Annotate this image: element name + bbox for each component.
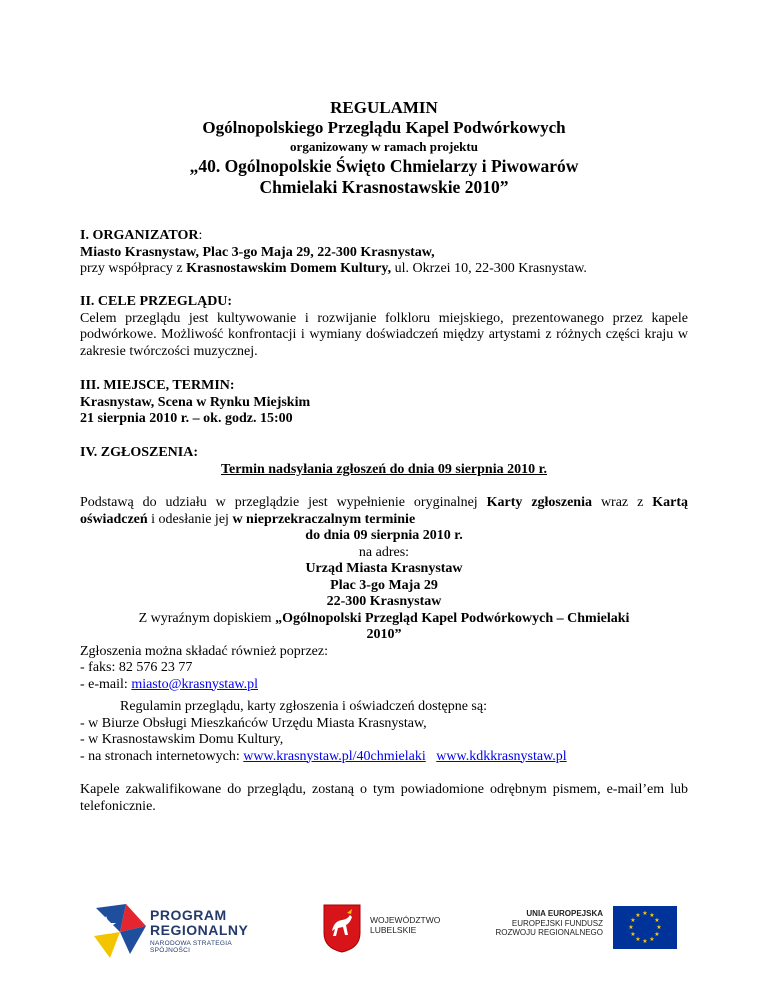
p1-c: wraz z [592,495,653,510]
applications-until: do dnia 09 sierpnia 2010 r. [305,528,463,543]
section-availability [80,699,688,765]
program-regionalny-emblem-icon [90,902,148,960]
pr-line3: NARODOWA STRATEGIA SPÓJNOŚCI [150,940,232,954]
closing-text: Kapele zakwalifikowane do przeglądu, zostaną o tym powiadomione odrębnym pismem, e-mail’em lub telefonicznie. [80,782,688,814]
applications-fax: - faks: 82 576 23 77 [80,660,193,675]
svg-text:★: ★ [654,917,660,924]
svg-text:★: ★ [656,924,662,931]
document-title: REGULAMIN [330,98,438,117]
note-bold: „Ogólnopolski Przegląd Kapel Podwórkowych – Chmielaki 2010” [275,610,630,642]
p1-a: Podstawą do udziału w przeglądzie jest wypełnienie oryginalnej [80,495,487,510]
availability-item1: - w Biurze Obsługi Mieszkańców Urzędu Miasta Krasnystaw, [80,715,427,731]
organized-note: organizowany w ramach projektu [290,139,478,154]
organizer-line2 [80,261,688,278]
organizer-line2-prefix: przy współpracy z [80,261,187,276]
woj-line1: WOJEWÓDZTWO [370,915,441,925]
availability-item3 [80,749,688,766]
ue-line2: EUROPEJSKI FUNDUSZ [511,918,603,928]
svg-text:★: ★ [649,912,655,919]
section-place [80,378,688,428]
event-title-line2: Chmielaki Krasnostawskie 2010” [259,177,509,197]
svg-text:★: ★ [654,931,660,938]
website-link-kdk[interactable]: www.kdkkrasnystaw.pl [436,748,567,764]
organizer-partner: Krasnostawskim Domem Kultury, [186,261,392,276]
email-prefix: - e-mail: [80,676,132,692]
organizer-heading: I. ORGANIZATOR [80,228,199,243]
svg-text:★: ★ [635,912,641,919]
organizer-line1: Miasto Krasnystaw, Plac 3-go Maja 29, 22-300 Krasnystaw, [80,244,435,260]
applications-also: Zgłoszenia można składać również poprzez: [80,643,329,659]
wojewodztwo-text [370,915,440,935]
svg-text:★: ★ [649,936,655,943]
place-heading: III. MIEJSCE, TERMIN: [80,378,235,393]
place-line1: Krasnystaw, Scena w Rynku Miejskim [80,394,311,410]
document-header [80,98,688,198]
note-prefix: Z wyraźnym dopiskiem [138,610,276,626]
section-organizer [80,228,688,278]
eu-flag-icon [613,906,677,949]
goals-heading: II. CELE PRZEGLĄDU: [80,294,233,309]
document-subtitle: Ogólnopolskiego Przeglądu Kapel Podwórkowych [202,118,566,137]
footer-logos [0,895,768,965]
applications-paragraph [80,495,688,528]
email-link[interactable]: miasto@krasnystaw.pl [131,676,259,692]
p1-declaration: Kartą oświadczeń [80,495,688,527]
program-regionalny-logo [90,900,270,960]
address-line3: 22-300 Krasnystaw [326,594,442,609]
applications-body [80,495,688,693]
website-link-chmielaki[interactable]: www.krasnystaw.pl/40chmielaki [243,748,426,764]
ue-line1: UNIA EUROPEJSKA [526,909,603,918]
address-intro: na adres: [358,544,410,560]
p1-card: Karty zgłoszenia [486,495,592,510]
wojewodztwo-logo [322,903,441,958]
applications-note [80,611,688,644]
organizer-colon: : [198,228,203,243]
svg-text:★: ★ [630,917,636,924]
place-line2: 21 sierpnia 2010 r. – ok. godz. 15:00 [80,411,293,426]
section-applications [80,445,688,478]
svg-text:★: ★ [635,936,641,943]
program-regionalny-text [150,908,270,954]
woj-line2: LUBELSKIE [370,925,417,935]
address-line2: Plac 3-go Maja 29 [330,577,438,593]
svg-text:★: ★ [642,938,648,945]
applications-heading: IV. ZGŁOSZENIA: [80,445,199,460]
lubelskie-coat-of-arms-icon [322,903,362,953]
pr-line1: PROGRAM [150,907,227,923]
eu-fund-text [480,909,603,938]
p1-deadline-phrase: w nieprzekraczalnym terminie [232,511,416,527]
pr-line2: REGIONALNY [150,922,249,938]
applications-deadline: Termin nadsyłania zgłoszeń do dnia 09 sierpnia 2010 r. [220,461,548,477]
availability-intro: Regulamin przeglądu, karty zgłoszenia i oświadczeń dostępne są: [120,699,487,714]
event-title-line1: „40. Ogólnopolskie Święto Chmielarzy i Piwowarów [189,156,579,176]
item3-prefix: - na stronach internetowych: [80,748,244,764]
organizer-line2-suffix: ul. Okrzei 10, 22-300 Krasnystaw. [391,261,587,276]
svg-text:★: ★ [628,924,634,931]
ue-line3: ROZWOJU REGIONALNEGO [495,928,603,937]
availability-item2: - w Krasnostawskim Domu Kultury, [80,732,284,747]
address-line1: Urząd Miasta Krasnystaw [305,561,463,576]
p1-e: i odesłanie jej [147,511,233,527]
svg-text:★: ★ [642,910,648,917]
section-goals [80,294,688,360]
applications-email-line [80,677,688,694]
svg-text:★: ★ [630,931,636,938]
goals-text: Celem przeglądu jest kultywowanie i rozwijanie folkloru miejskiego, prezentowanego przez kapele podwórkowe. Możliwość konfrontacji i wymiany doświadczeń między artystami z różnych części kraju w zakresie twórczości muzycznej. [80,310,688,359]
